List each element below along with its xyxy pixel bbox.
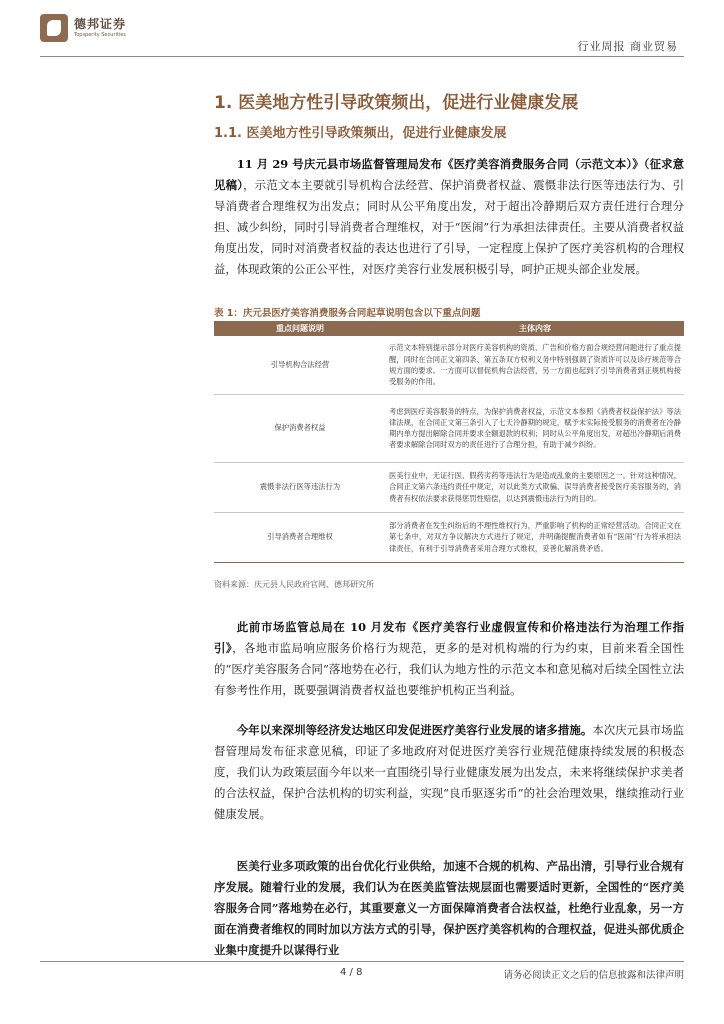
paragraph-2-body: ，各地市监局响应服务价格行为规范，更多的是对机构端的行为约束，目前来看全国性的“医疗美容服务合同”落地势在必行，我们认为地方性的示范文本和意见稿对后续全国性立法有参考性作用，既要强调消费者权益也要维护机构正当利益。 xyxy=(214,641,684,697)
table-cell-issue: 引导机构合法经营 xyxy=(214,336,386,394)
footer-divider xyxy=(40,961,684,962)
paragraph-1 xyxy=(214,154,684,280)
page-header xyxy=(0,0,724,60)
paragraph-1-body: ，示范文本主要就引导机构合法经营、保护消费者权益、震慑非法行医等违法行为、引导消费者合理维权为出发点；同时从公平角度出发，对于超出冷静期后双方责任进行合理分担、减少纠纷，同时引导消费者合理维权，对于“医闹”行为承担法律责任。主要从消费者权益角度出发，同时对消费者权益的表达也进行了引导，一定程度上保护了医疗美容机构的合理权益，体现政策的公正公平性，对医疗美容行业发展积极引导，呵护正规头部企业发展。 xyxy=(214,178,684,276)
table-caption: 表 1：庆元县医疗美容消费服务合同起草说明包含以下重点问题 xyxy=(214,308,481,319)
paragraph-2-lead: 此前市场监管总局在 10 月发布《医疗美容行业虚假宣传和价格违法行为治理工作指引》 xyxy=(214,620,684,655)
table-header-row xyxy=(214,321,684,336)
subsection-heading: 1.1. 医美地方性引导政策频出，促进行业健康发展 xyxy=(214,126,507,141)
header-divider xyxy=(40,56,684,57)
paragraph-2 xyxy=(214,617,684,701)
paragraph-3 xyxy=(214,720,684,825)
key-issues-table xyxy=(214,321,684,563)
table-cell-content: 部分消费者在发生纠纷后的不理性维权行为，严重影响了机构的正常经营活动。合同正文在第七条中，对双方争议解决方式进行了规定，并明确提醒消费者如有“医闹”行为将承担法律责任，有利于引导消费者采用合理方式维权，妥善化解消费矛盾。 xyxy=(386,512,684,562)
company-logo xyxy=(40,14,190,46)
paragraph-4: 医美行业多项政策的出台优化行业供给，加速不合规的机构、产品出清，引导行业合规有序发展。随着行业的发展，我们认为在医美监管法规层面也需要适时更新，全国性的“医疗美容服务合同”落地势在必行，其重要意义一方面保障消费者合法权益，杜绝行业乱象，另一方面在消费者维权的同时加以方法方式的引导，保护医疗美容机构的合理权益，促进头部优质企业集中度提升以谋得行业 xyxy=(214,859,684,957)
table-header-content: 主体内容 xyxy=(386,321,684,336)
table-cell-content: 考虑到医疗美容服务的特点，为保护消费者权益，示范文本参照《消费者权益保护法》等法律法规，在合同正文第三条引入了七天冷静期的规定，赋予未实际接受服务的消费者在冷静期内单方提出解除合同并要求全额退款的权利；同时从公平角度出发，对超出冷静期后消费者要求解除合同时双方的责任进行了合理分担，有助于减少纠纷。 xyxy=(386,394,684,462)
disclaimer-note: 请务必阅读正文之后的信息披露和法律声明 xyxy=(503,970,684,981)
page-number: 4 / 8 xyxy=(340,967,363,978)
table-cell-content: 示范文本特别提示部分对医疗美容机构的资质、广告和价格方面合规经营问题进行了重点提醒，同时在合同正文第四条、第五条双方权利义务中特别强调了资质许可以及诊疗规范等合规方面的要求。一方面可以督促机构合法经营，另一方面也起到了引导消费者到正规机构接受服务的作用。 xyxy=(386,336,684,394)
paragraph-3-lead: 今年以来深圳等经济发达地区印发促进医疗美容行业发展的诸多措施。 xyxy=(236,723,593,737)
table-cell-issue: 保护消费者权益 xyxy=(214,394,386,462)
table-row xyxy=(214,336,684,394)
table-cell-issue: 引导消费者合理维权 xyxy=(214,512,386,562)
section-heading: 1. 医美地方性引导政策频出，促进行业健康发展 xyxy=(214,93,579,113)
table-cell-content: 医美行业中，无证行医、假药劣药等违法行为是造成乱象的主要原因之一。针对这种情况，合同正文第六条违约责任中规定，对以此类方式欺骗、误导消费者接受医疗美容服务的，消费者有权依法要求获得惩罚性赔偿，以达到震慑违法行为的目的。 xyxy=(386,462,684,512)
logo-english-name: Topsperity Securities xyxy=(74,32,126,38)
table-cell-issue: 震慑非法行医等违法行为 xyxy=(214,462,386,512)
paragraph-1-lead: 11 月 29 号庆元县市场监督管理局发布《医疗美容消费服务合同（示范文本）》（征求意见稿） xyxy=(214,157,684,192)
table-row xyxy=(214,512,684,562)
logo-name: 德邦证券 xyxy=(74,17,127,31)
table-row xyxy=(214,394,684,462)
table-row xyxy=(214,462,684,512)
logo-mark-icon xyxy=(40,14,68,42)
table-source: 资料来源：庆元县人民政府官网、德邦研究所 xyxy=(214,580,374,589)
table-header-issue: 重点问题说明 xyxy=(214,321,386,336)
paragraph-3-body: 本次庆元县市场监督管理局发布征求意见稿，印证了多地政府对促进医疗美容行业规范健康持续发展的积极态度，我们认为政策层面今年以来一直围绕引导行业健康发展为出发点，未来将继续保护求美者的合法权益，保护合法机构的切实利益，实现“良币驱逐劣币”的社会治理效果，继续推动行业健康发展。 xyxy=(214,723,684,821)
report-category: 行业周报 商业贸易 xyxy=(577,40,678,53)
